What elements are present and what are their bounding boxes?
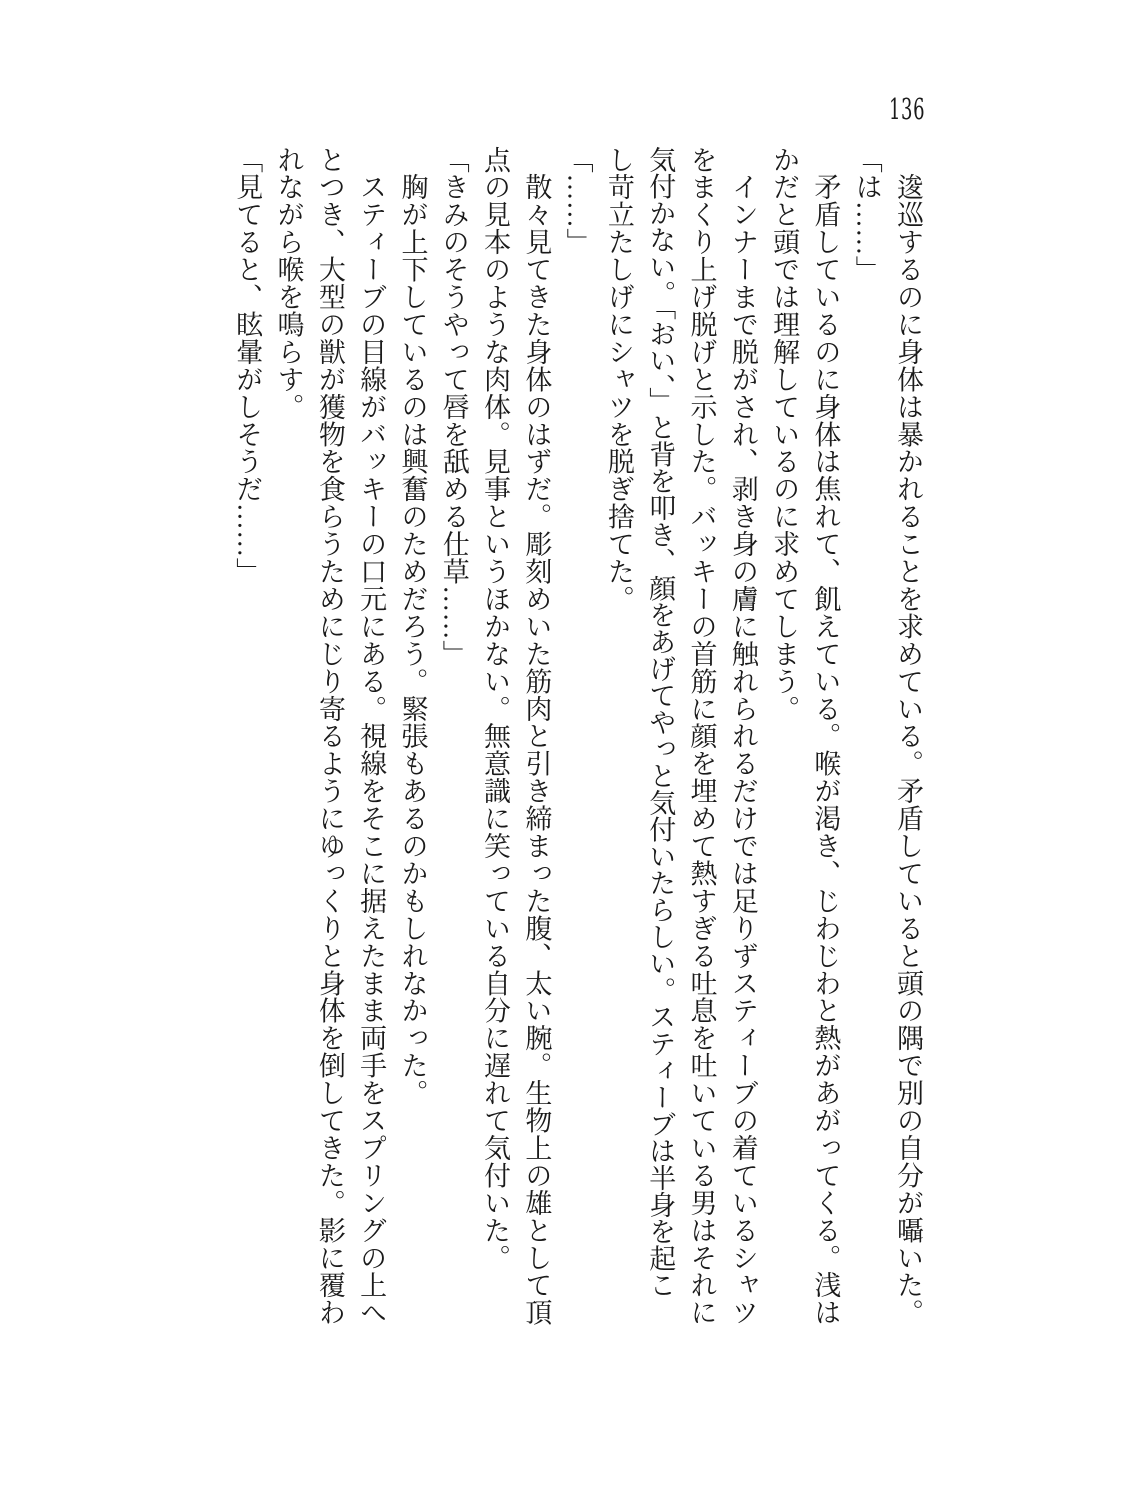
text-line-11: 点の見本のような肉体。見事というほかない。無意識に笑っている自分に遅れて気付いた。 — [480, 146, 511, 1272]
text-line-13: 胸が上下しているのは興奮のためだろう。緊張もあるのかもしれなかった。 — [397, 146, 428, 1107]
text-line-8: し苛立たしげにシャツを脱ぎ捨てた。 — [603, 146, 634, 613]
text-line-1: 逡巡するのに身体は暴かれることを求めている。矛盾していると頭の隅で別の自分が囁いた。 — [893, 146, 923, 1327]
text-line-10: 散々見てきた身体のはずだ。彫刻めいた筋肉と引き締まった腹、太い腕。生物上の雄として頂 — [521, 146, 552, 1327]
text-line-3: 矛盾しているのに身体は焦れて、飢えている。喉が渇き、じわじわと熱があがってくる。浅は — [810, 146, 841, 1327]
text-line-16: れながら喉を鳴らす。 — [273, 146, 304, 421]
text-line-9: 「……」 — [562, 146, 593, 256]
text-line-4: かだと頭では理解しているのに求めてしまう。 — [769, 146, 800, 723]
text-line-17: 「見てると、眩暈がしそうだ……」 — [232, 146, 263, 586]
text-line-14: スティーブの目線がバッキーの口元にある。視線をそこに据えたまま両手をスプリングの上へ — [356, 146, 387, 1327]
text-line-15: とつき、大型の獣が獲物を食らうためにじり寄るようにゆっくりと身体を倒してきた。影に覆わ — [314, 146, 345, 1327]
text-line-2: 「は……」 — [851, 146, 882, 284]
text-line-12: 「きみのそうやって唇を舐める仕草……」 — [438, 146, 469, 668]
text-line-5: インナーまで脱がされ、剥き身の膚に触れられるだけでは足りずスティーブの着ているシャツ — [727, 146, 758, 1327]
page-number: 136 — [889, 92, 926, 126]
text-line-7: 気付かない。「おい、」と背を叩き、顔をあげてやっと気付いたらしい。スティーブは半身を起こ — [645, 146, 676, 1299]
vertical-text-block — [226, 146, 928, 1330]
text-line-6: をまくり上げ脱げと示した。バッキーの首筋に顔を埋めて熱すぎる吐息を吐いている男はそれに — [686, 146, 717, 1327]
